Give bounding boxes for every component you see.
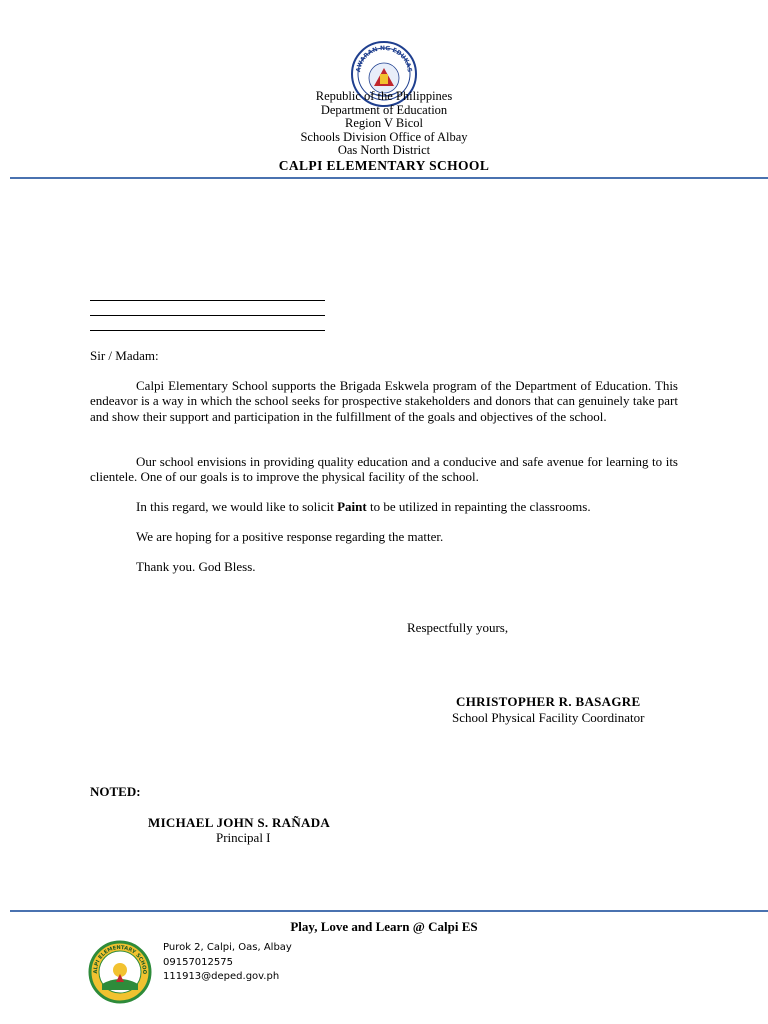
school-phone: 09157012575 bbox=[163, 956, 233, 968]
school-email: 111913@deped.gov.ph bbox=[163, 971, 280, 983]
school-address: Purok 2, Calpi, Oas, Albay bbox=[163, 942, 292, 953]
logo-text: ALPI ELEMENTARY SCHOO bbox=[92, 944, 148, 975]
header-republic: Republic of the Philippines bbox=[315, 89, 453, 103]
addressee-line-3 bbox=[90, 330, 325, 331]
noted-label: NOTED: bbox=[90, 784, 141, 799]
school-motto: Play, Love and Learn @ Calpi ES bbox=[290, 919, 478, 934]
addressee-line-2 bbox=[90, 315, 325, 316]
header-department: Department of Education bbox=[320, 102, 448, 117]
solicit-text-before: In this regard, we would like to solicit bbox=[136, 499, 338, 514]
header-division: Schools Division Office of Albay bbox=[300, 129, 468, 144]
paragraph-solicit bbox=[136, 499, 591, 514]
addressee-line-1 bbox=[90, 300, 325, 301]
closing: Respectfully yours, bbox=[407, 620, 509, 635]
header-district: Oas North District bbox=[337, 143, 431, 158]
paragraph-vision: Our school envisions in providing quality education and a conducive and safe avenue for learning to its clientele. One of our goals is to improve the physical facility of the school. bbox=[90, 454, 678, 485]
header-divider bbox=[10, 177, 768, 179]
salutation: Sir / Madam: bbox=[90, 348, 159, 363]
seal-text: AWARAN NG EDUKAS bbox=[355, 44, 413, 73]
header-lines bbox=[0, 90, 768, 158]
signatory-name: CHRISTOPHER R. BASAGRE bbox=[456, 694, 641, 709]
school-logo bbox=[88, 940, 152, 1004]
solicit-text-after: to be utilized in repainting the classrooms. bbox=[366, 499, 591, 514]
noted-name: MICHAEL JOHN S. RAÑADA bbox=[148, 815, 331, 830]
signatory-title: School Physical Facility Coordinator bbox=[452, 710, 645, 725]
school-contact bbox=[163, 941, 292, 985]
paragraph-hope: We are hoping for a positive response regarding the matter. bbox=[136, 529, 444, 544]
paragraph-thanks: Thank you. God Bless. bbox=[136, 559, 256, 574]
noted-title: Principal I bbox=[216, 830, 271, 845]
solicit-item: Paint bbox=[337, 499, 367, 514]
school-name: CALPI ELEMENTARY SCHOOL bbox=[278, 158, 490, 173]
footer-divider bbox=[10, 910, 768, 912]
header-region: Region V Bicol bbox=[344, 116, 423, 131]
paragraph-brigada: Calpi Elementary School supports the Brigada Eskwela program of the Department of Education. This endeavor is a way in which the school seeks for prospective stakeholders and donors that can genuinely take part and show their support and participation in the fulfillment of the goals and objectives of the school. bbox=[90, 378, 678, 424]
